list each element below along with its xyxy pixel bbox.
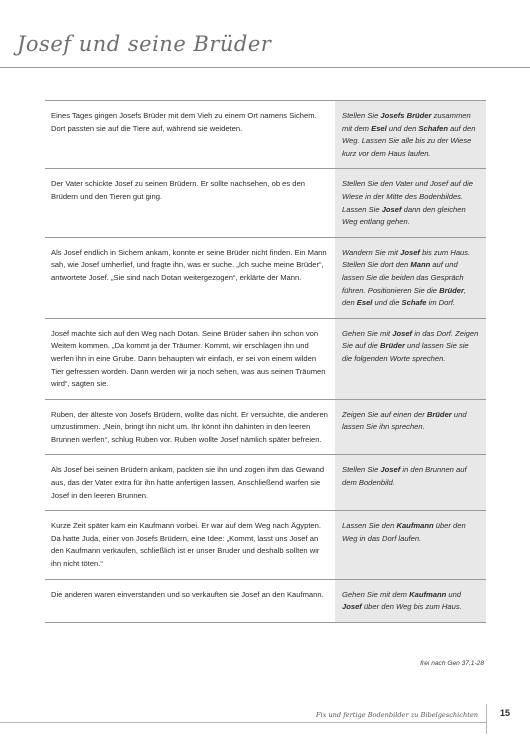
table-row: [45, 101, 486, 169]
story-table: [45, 100, 486, 623]
staging-instruction: Gehen Sie mit dem Kaufmann und Josef über den Weg bis zum Haus.: [335, 580, 486, 622]
story-text: Kurze Zeit später kam ein Kaufmann vorbei. Er war auf dem Weg nach Ägypten. Da hatte Juda, einer von Josefs Brüdern, eine Idee: „Kommt, lasst uns Josef an den Kaufmann verkaufen, schließlich ist er unser Bruder und deshalb sollten wir ihn nicht töten.“: [51, 521, 321, 569]
story-text: Eines Tages gingen Josefs Brüder mit dem Vieh zu einem Ort namens Sichem. Dort passten sie auf die Tiere auf, während sie weideten.: [51, 111, 317, 133]
story-text: Josef machte sich auf den Weg nach Dotan. Seine Brüder sahen ihn schon von Weitem kommen. „Da kommt ja der Träumer. Kommt, wir erschlagen ihn und werfen ihn in eine Grube. Dann behaupten wir einfach, er sei von einem wilden Tier gefressen worden. Dann werden wir ja noch sehen, was aus seinen Träumen wird“, sagten sie.: [51, 328, 326, 389]
story-text: Als Josef endlich in Sichem ankam, konnte er seine Brüder nicht finden. Ein Mann sah, wie Josef umherlief, und fragte ihn, was er suche. „Ich suche meine Brüder“, antwortete Josef. „Sie sind nach Dotan weitergezogen“, erklärte der Mann.: [51, 247, 327, 282]
story-text: Die anderen waren einverstanden und so verkauften sie Josef an den Kaufmann.: [51, 589, 324, 599]
footer-divider: [0, 722, 487, 723]
table-row: [45, 238, 486, 319]
scripture-reference: frei nach Gen 37,1-28: [420, 660, 484, 667]
table-row: [45, 455, 486, 511]
staging-instruction: Stellen Sie Josef in den Brunnen auf dem Bodenbild.: [335, 455, 486, 510]
footer-book-title: Fix und fertige Bodenbilder zu Bibelgeschichten: [315, 711, 478, 719]
footer-separator: [486, 704, 487, 734]
staging-instruction: Lassen Sie den Kaufmann über den Weg in das Dorf laufen.: [335, 511, 486, 578]
table-row: [45, 511, 486, 579]
story-text: Als Josef bei seinen Brüdern ankam, packten sie ihn und zogen ihm das Gewand aus, das der Vater extra für ihn hatte anfertigen lassen. Anschließend warfen sie Josef in den leeren Brunnen.: [51, 465, 325, 500]
staging-instruction: Wandern Sie mit Josef bis zum Haus. Stellen Sie dort den Mann auf und lassen Sie die beiden das Gespräch führen. Positionieren Sie die Brüder, den Esel und die Schafe im Dorf.: [335, 238, 486, 318]
staging-instruction: Zeigen Sie auf einen der Brüder und lassen Sie ihn sprechen.: [335, 400, 486, 455]
staging-instruction: Stellen Sie den Vater und Josef auf die Wiese in der Mitte des Bodenbildes. Lassen Sie Josef dann den gleichen Weg entlang gehen.: [335, 169, 486, 236]
page-title: Josef und seine Brüder: [17, 32, 272, 56]
table-row: [45, 580, 486, 623]
story-text: Der Vater schickte Josef zu seinen Brüdern. Er sollte nachsehen, ob es den Brüdern und den Tieren gut ging.: [51, 179, 305, 201]
title-divider: [0, 67, 530, 68]
table-row: [45, 400, 486, 456]
story-text: Ruben, der älteste von Josefs Brüdern, wollte das nicht. Er versuchte, die anderen umzustimmen. „Nein, bringt ihn nicht um. Ihr könnt ihn dahinten in den leeren Brunnen werfen“, schlug Ruben vor. Ruben wollte Josef nämlich später befreien.: [51, 409, 328, 444]
staging-instruction: Gehen Sie mit Josef in das Dorf. Zeigen Sie auf die Brüder und lassen Sie sie die folgenden Worte sprechen.: [335, 319, 486, 399]
page-number: 15: [500, 708, 511, 718]
table-row: [45, 319, 486, 400]
staging-instruction: Stellen Sie Josefs Brüder zusammen mit dem Esel und den Schafen auf den Weg. Lassen Sie alle bis zu der Wiese kurz vor dem Haus laufen.: [335, 101, 486, 168]
table-row: [45, 169, 486, 237]
